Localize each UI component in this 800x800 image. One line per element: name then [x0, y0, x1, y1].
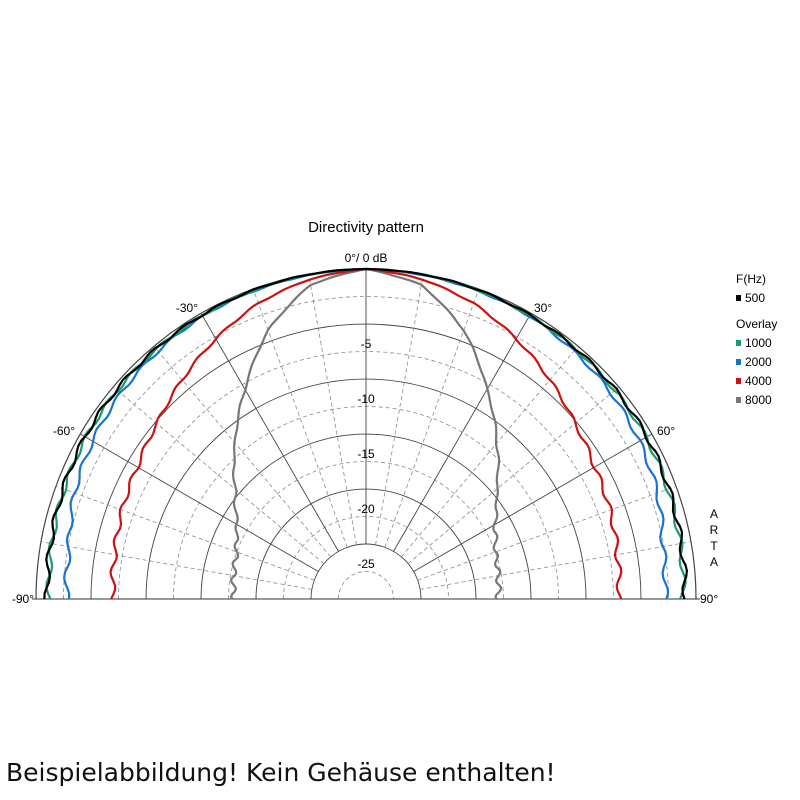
chart-title: Directivity pattern — [308, 219, 424, 236]
grid-spoke-minor — [253, 289, 347, 547]
side-label-letter: A — [709, 555, 719, 569]
legend — [736, 272, 777, 407]
caption-text: Beispielabbildung! Kein Gehäuse enthalten! — [6, 758, 556, 787]
radius-tick-label: -5 — [360, 337, 372, 351]
angle-tick-label: 60° — [656, 424, 676, 438]
radius-tick-label: -25 — [357, 557, 375, 571]
side-label-letter: R — [709, 523, 719, 537]
side-label — [710, 507, 719, 569]
legend-entry: 1000 — [745, 336, 772, 350]
legend-swatch — [736, 359, 741, 365]
angle-tick-label: 30° — [534, 301, 553, 316]
grid-spoke-minor — [41, 542, 312, 590]
angle-tick-label: -90° — [11, 592, 34, 606]
grid-spoke-minor — [376, 274, 424, 545]
grid-ring-minor — [339, 572, 394, 600]
angle-tick-label: -60° — [52, 424, 76, 438]
radius-tick-label: -15 — [357, 447, 375, 461]
angle-tick-label: -30° — [175, 301, 198, 316]
radius-tick-label: -10 — [357, 392, 375, 406]
polar-grid — [32, 269, 700, 599]
legend-swatch — [736, 378, 741, 384]
legend-overlay-label: Overlay — [736, 317, 778, 331]
grid-spoke-minor — [56, 486, 314, 580]
legend-swatch — [736, 295, 741, 301]
grid-spoke-minor — [418, 486, 676, 580]
legend-swatch — [736, 397, 741, 403]
grid-spoke-minor — [385, 289, 479, 547]
legend-header: F(Hz) — [736, 272, 766, 286]
legend-swatch — [736, 340, 741, 346]
center-label: 0°/ 0 dB — [344, 251, 388, 265]
side-label-letter: A — [709, 507, 719, 521]
legend-entry: 500 — [745, 291, 766, 305]
legend-entry: 2000 — [745, 355, 772, 369]
legend-entry: 4000 — [745, 374, 772, 388]
radius-tick-label: -20 — [357, 502, 375, 516]
legend-entry: 8000 — [745, 393, 772, 407]
angle-tick-label: 90° — [700, 592, 719, 606]
grid-spoke-minor — [154, 346, 331, 557]
side-label-letter: T — [710, 539, 718, 553]
